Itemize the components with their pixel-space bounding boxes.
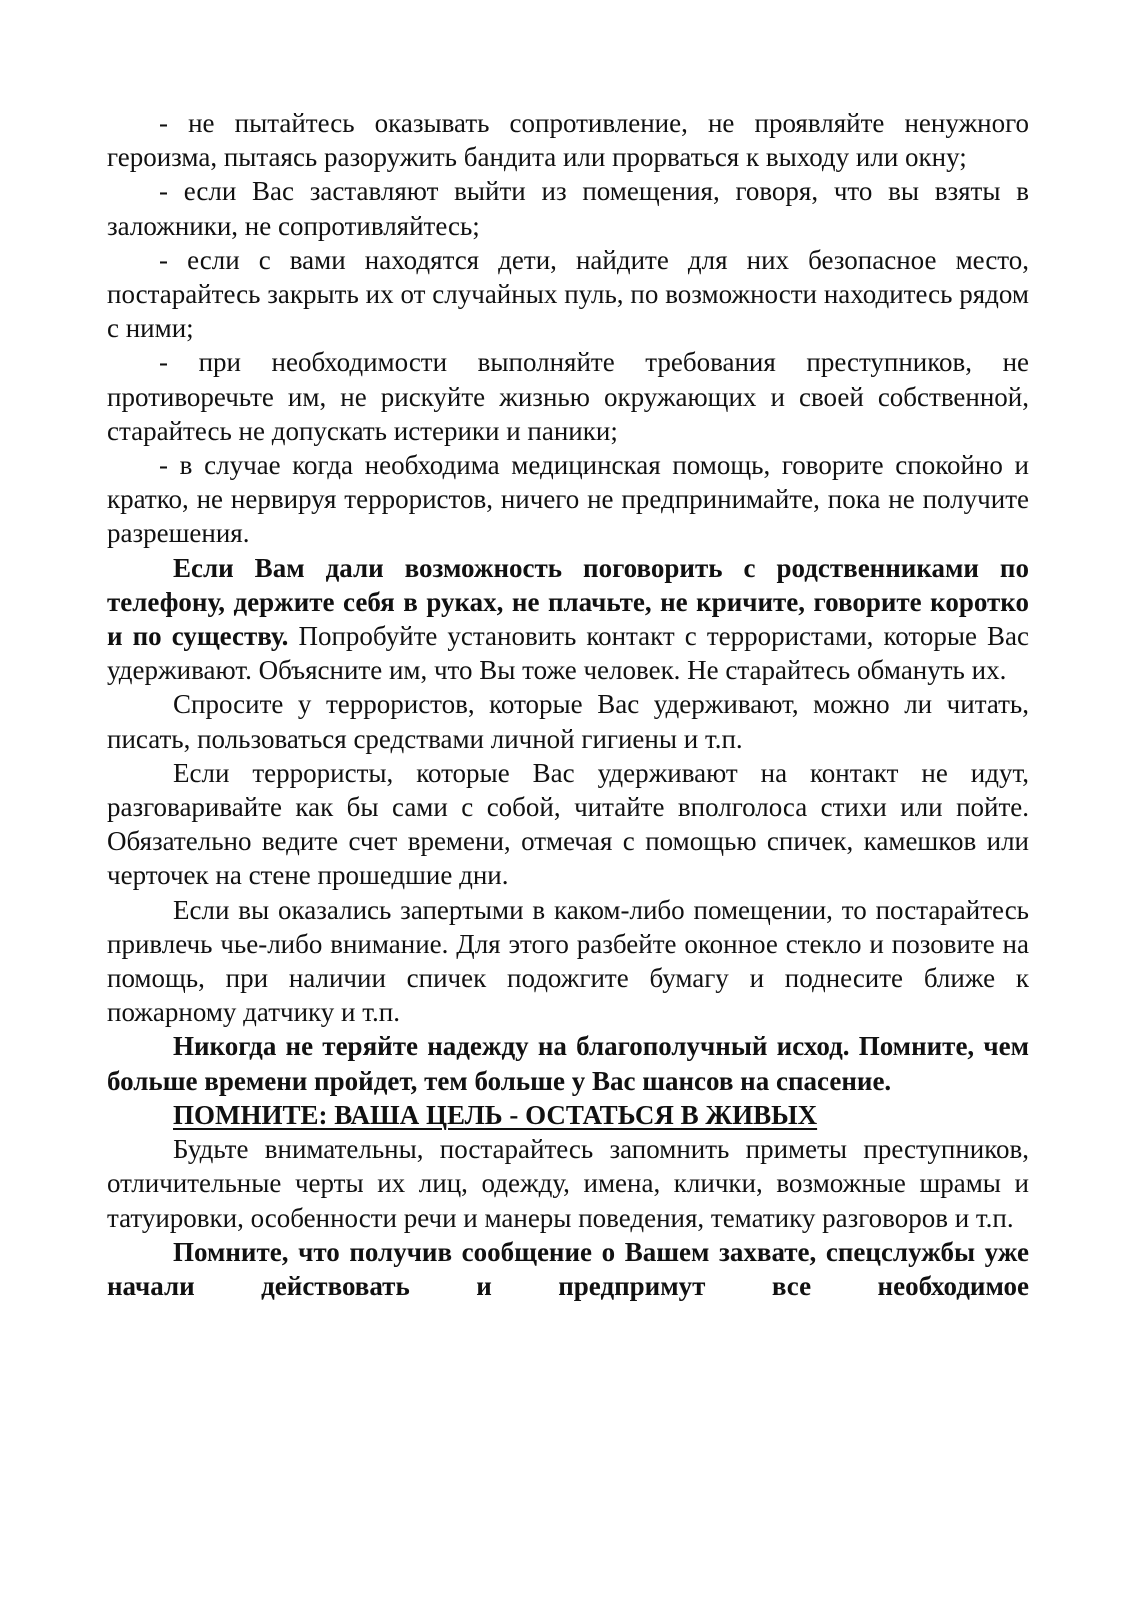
list-item: - при необходимости выполняйте требования преступников, не противоречьте им, не рискуйте жизнью окружающих и своей собственной, старайтесь не допускать истерики и паники; — [107, 347, 1029, 446]
paragraph-phone — [107, 551, 1029, 688]
bold-advice: Если Вам дали возможность поговорить с родственниками по телефону, держите себя в руках, не плачьте, не кричите, говорите коротко и по существу. — [107, 552, 1029, 652]
advice-text: Попробуйте установить контакт с террористами, которые Вас удерживают. Объясните им, что Вы тоже человек. Не старайтесь обмануть их. — [107, 621, 1029, 686]
list-item: - в случае когда необходима медицинская помощь, говорите спокойно и кратко, не нервируя террористов, ничего не предпринимайте, пока не получите разрешения. — [107, 450, 1029, 549]
document-page — [107, 106, 1029, 1303]
list-item: - если с вами находятся дети, найдите для них безопасное место, постарайтесь закрыть их от случайных пуль, по возможности находитесь рядом с ними; — [107, 244, 1029, 344]
paragraph-contact: Если террористы, которые Вас удерживают на контакт не идут, разговаривайте как бы сами с собой, читайте вполголоса стихи или пойте. Обязательно ведите счет времени, отмечая с помощью спичек, камешков или черточек на стене прошедшие дни. — [107, 757, 1029, 891]
list-item: - если Вас заставляют выйти из помещения, говоря, что вы взяты в заложники, не сопротивляйтесь; — [107, 176, 1029, 241]
list-item: - не пытайтесь оказывать сопротивление, не проявляйте ненужного героизма, пытаясь разоружить бандита или прорваться к выходу или окну; — [107, 108, 1029, 173]
paragraph-hope: Никогда не теряйте надежду на благополучный исход. Помните, чем больше времени пройдет, тем больше у Вас шансов на спасение. — [107, 1031, 1029, 1096]
section-heading: ПОМНИТЕ: ВАША ЦЕЛЬ - ОСТАТЬСЯ В ЖИВЫХ — [173, 1099, 818, 1130]
paragraph-attentive: Будьте внимательны, постарайтесь запомнить приметы преступников, отличительные черты их лиц, одежду, имена, клички, возможные шрамы и татуировки, особенности речи и манеры поведения, тематику разговоров и т.п. — [107, 1134, 1029, 1233]
paragraph-remember: Помните, что получив сообщение о Вашем захвате, спецслужбы уже начали действовать и предпримут все необходимое — [107, 1236, 1029, 1301]
paragraph-locked: Если вы оказались запертыми в каком-либо помещении, то постарайтесь привлечь чье-либо внимание. Для этого разбейте оконное стекло и позовите на помощь, при наличии спичек подожгите бумагу и поднесите ближе к пожарному датчику и т.п. — [107, 894, 1029, 1028]
paragraph-ask: Спросите у террористов, которые Вас удерживают, можно ли читать, писать, пользоваться средствами личной гигиены и т.п. — [107, 689, 1029, 754]
